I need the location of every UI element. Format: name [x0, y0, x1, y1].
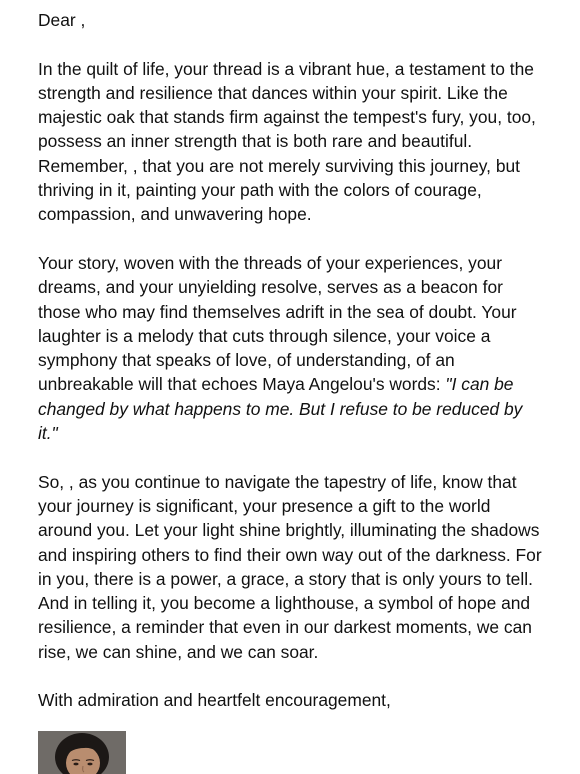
paragraph-3: So, , as you continue to navigate the tapestry of life, know that your journey is significant, your presence a gift to the world around you. Let your light shine brightly, illuminating the shadows and inspiring others to find their own way out of the darkness. For in you, there is a power, a grace, a story that is only yours to tell. And in telling it, you become a lighthouse, a symbol of hope and resilience, a reminder that even in our darkest moments, we can rise, we can shine, and we can soar.: [38, 471, 542, 662]
paragraph-1: In the quilt of life, your thread is a vibrant hue, a testament to the strength and resilience that dances within your spirit. Like the majestic oak that stands firm against the tempest's fury, you, too, possess an inner strength that is both rare and beautiful. Remember, , that you are not merely surviving this journey, but thriving in it, painting your path with the colors of courage, compassion, and unwavering hope.: [38, 58, 536, 225]
portrait-photo: [38, 731, 126, 774]
maya-angelou-quote: "I can be changed by what happens to me. But I refuse to be reduced by it.": [38, 374, 523, 444]
closing-line: With admiration and heartfelt encouragement,: [38, 690, 391, 711]
paragraph-2: [38, 251, 544, 445]
salutation: Dear ,: [38, 10, 86, 30]
portrait-image: [38, 731, 126, 774]
paragraph-2-text: Your story, woven with the threads of your experiences, your dreams, and your unyielding resolve, serves as a beacon for those who may find themselves adrift in the sea of doubt. Your laughter is a melody that cuts through silence, your voice a symphony that speaks of love, of understanding, of an unbreakable will that echoes Maya Angelou's words:: [38, 252, 517, 395]
letter-body: [38, 8, 544, 737]
